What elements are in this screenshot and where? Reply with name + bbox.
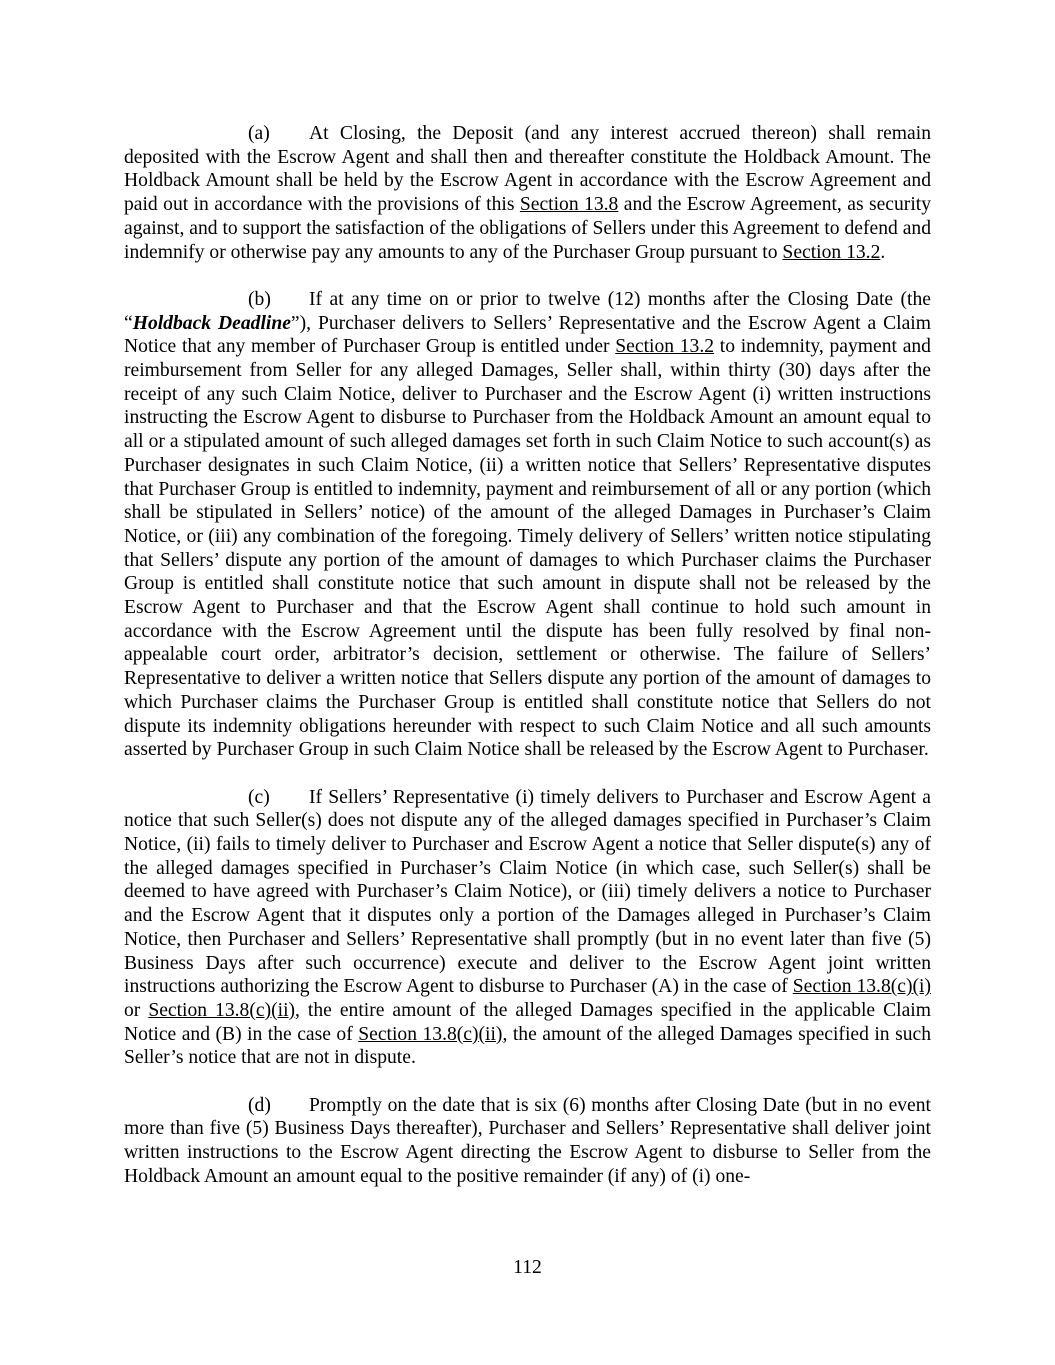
- paragraph-text: to indemnity, payment and reimbursement from Seller for any alleged Damages, Seller shall, within thirty (30) days after the receipt of any such Claim Notice, deliver to Purchaser and the Escrow Agent (i) written instructions instructing the Escrow Agent to disburse to Purchaser from the Holdback Amount an amount equal to all or a stipulated amount of such alleged damages set forth in such Claim Notice to such account(s) as Purchaser designates in such Claim Notice, (ii) a written notice that Sellers’ Representative disputes that Purchaser Group is entitled to indemnity, payment and reimbursement of all or any portion (which shall be stipulated in Sellers’ notice) of the amount of the alleged Damages in Purchaser’s Claim Notice, or (iii) any combination of the foregoing. Timely delivery of Sellers’ written notice stipulating that Sellers’ dispute any portion of the amount of damages to which Purchaser claims the Purchaser Group is entitled shall constitute notice that such amount in dispute shall not be released by the Escrow Agent to Purchaser and that the Escrow Agent shall continue to hold such amount in accordance with the Escrow Agreement until the dispute has been fully resolved by final non-appealable court order, arbitrator’s decision, settlement or otherwise. The failure of Sellers’ Representative to deliver a written notice that Sellers dispute any portion of the amount of damages to which Purchaser claims the Purchaser Group is entitled shall constitute notice that Sellers do not dispute its indemnity obligations hereunder with respect to such Claim Notice and all such amounts asserted by Purchaser Group in such Claim Notice shall be released by the Escrow Agent to Purchaser.: [124, 336, 931, 761]
- defined-term: Holdback Deadline: [132, 312, 291, 334]
- section-reference-link[interactable]: Section 13.8: [519, 194, 619, 216]
- paragraph-text: and the Escrow Agreement, as security against, and to support the satisfaction of the obligations of Sellers under this Agreement to defend and indemnify or otherwise pay any amounts to any of the Purchaser Group pursuant to: [124, 194, 932, 263]
- paragraph-text: If at any time on or prior to twelve (12) months after the Closing Date (the “: [124, 288, 931, 334]
- paragraph-text: , the entire amount of the alleged Damages specified in the applicable Claim Notice and (B) in the case of: [124, 999, 931, 1045]
- paragraph-label: (b): [248, 288, 271, 310]
- paragraph-b: [124, 288, 931, 762]
- paragraph-text: .: [880, 241, 886, 263]
- paragraph-label: (a): [248, 123, 270, 144]
- paragraph-c: [124, 786, 931, 1070]
- section-reference-link[interactable]: Section 13.8(c)(i): [792, 976, 931, 998]
- paragraph-d: [124, 1094, 931, 1189]
- paragraph-text: Promptly on the date that is six (6) months after Closing Date (but in no event more than five (5) Business Days thereafter), Purchaser and Sellers’ Representative shall deliver joint written instructions to the Escrow Agent directing the Escrow Agent to disburse to Seller from the Holdback Amount an amount equal to the positive remainder (if any) of (i) one-: [124, 1094, 931, 1187]
- paragraph-label: (c): [248, 786, 270, 808]
- paragraph-text: At Closing, the Deposit (and any interest accrued thereon) shall remain deposited with the Escrow Agent and shall then and thereafter constitute the Holdback Amount. The Holdback Amount shall be held by the Escrow Agent in accordance with the Escrow Agreement and paid out in accordance with the provisions of this: [124, 123, 931, 216]
- paragraph-text: , the amount of the alleged Damages specified in such Seller’s notice that are not in dispute.: [124, 1023, 931, 1069]
- paragraph-text: or: [124, 999, 149, 1021]
- paragraph-a: [124, 122, 931, 264]
- page-number: 112: [513, 1257, 542, 1278]
- section-reference-link[interactable]: Section 13.2: [782, 241, 881, 263]
- section-reference-link[interactable]: Section 13.8(c)(ii): [358, 1023, 503, 1045]
- document-body: [124, 122, 931, 1212]
- section-reference-link[interactable]: Section 13.2: [615, 336, 715, 358]
- paragraph-text: If Sellers’ Representative (i) timely delivers to Purchaser and Escrow Agent a notice that such Seller(s) does not dispute any of the alleged damages specified in Purchaser’s Claim Notice, (ii) fails to timely deliver to Purchaser and Escrow Agent a notice that Seller dispute(s) any of the alleged damages specified in Purchaser’s Claim Notice (in which case, such Seller(s) shall be deemed to have agreed with Purchaser’s Claim Notice), or (iii) timely delivers a notice to Purchaser and the Escrow Agent that it disputes only a portion of the Damages alleged in Purchaser’s Claim Notice, then Purchaser and Sellers’ Representative shall promptly (but in no event later than five (5) Business Days after such occurrence) execute and deliver to the Escrow Agent joint written instructions authorizing the Escrow Agent to disburse to Purchaser (A) in the case of: [124, 786, 931, 998]
- paragraph-label: (d): [248, 1094, 271, 1116]
- section-reference-link[interactable]: Section 13.8(c)(ii): [148, 999, 296, 1021]
- paragraph-text: ”), Purchaser delivers to Sellers’ Representative and the Escrow Agent a Claim Notice that any member of Purchaser Group is entitled under: [124, 312, 931, 358]
